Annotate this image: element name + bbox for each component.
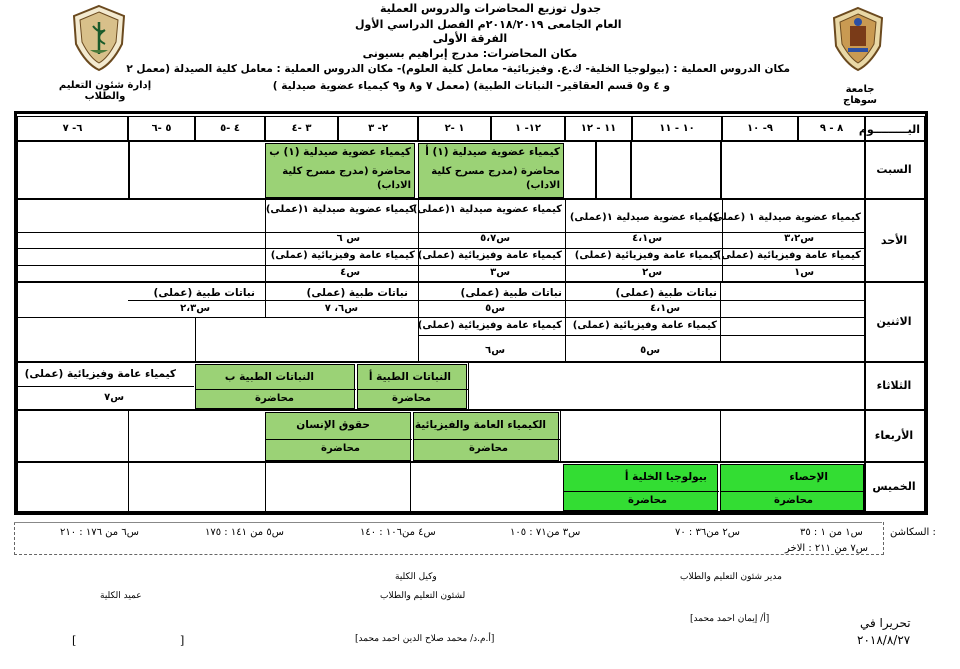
- sun-c1-group2: س١: [794, 267, 814, 278]
- mon-c4-course: نباتات طبية (عملى): [153, 287, 255, 299]
- sun-c4-group: س ٦: [336, 233, 360, 244]
- time-slot-cell: [632, 116, 722, 141]
- title-line-2: العام الجامعى ٢٠١٨/٢٠١٩م الفصل الدراسي الأول: [355, 18, 622, 31]
- day-cell-wed: [865, 410, 925, 462]
- sun-c4-group2: س٤: [340, 267, 360, 278]
- sun-c3-group2: س٣: [490, 267, 510, 278]
- thu-a-subtitle: محاضرة: [774, 495, 813, 506]
- thu-cell-statistics: [720, 464, 864, 511]
- tue-b-title: النباتات الطبية ب: [224, 371, 314, 383]
- mon-c1-course2: كيمياء عامة وفيزيائية (عملى): [572, 320, 717, 331]
- time-slot-cell: [338, 116, 418, 141]
- tue-b-subtitle: محاضرة: [255, 393, 294, 404]
- mon-c3-course: نباتات طبية (عملى): [306, 287, 408, 299]
- sat-b-title: كيمياء عضوية صيدلية (١) ب: [269, 146, 411, 158]
- wed-a-subtitle: محاضرة: [469, 443, 508, 454]
- day-label-mon: الاثنين: [876, 315, 912, 328]
- section-1: س١ من ١ : ٣٥: [800, 527, 863, 538]
- mon-c3-group: س٦، ٧: [324, 303, 358, 314]
- mon-c2-course: نباتات طبية (عملى): [460, 287, 562, 299]
- wed-b-subtitle: محاضرة: [321, 443, 360, 454]
- sat-a-title: كيمياء عضوية صيدلية (١) أ: [425, 146, 560, 158]
- time-slot-label: ٩- ١٠: [747, 123, 773, 134]
- mon-c2-course2: كيمياء عامة وفيزيائية (عملى): [417, 320, 562, 331]
- day-label-sun: الأحد: [880, 234, 908, 247]
- sun-slot-3: [412, 200, 565, 280]
- wed-cell-human-rights: [265, 412, 411, 461]
- time-slot-label: ١٠ - ١١: [659, 123, 695, 134]
- dean-title: عميد الكلية: [100, 591, 142, 601]
- day-label-sat: السبت: [876, 163, 912, 176]
- tue-cell-general-chem-lab: [18, 364, 194, 409]
- sohag-university-logo: [830, 6, 886, 72]
- mon-c1-group: س٤،١: [650, 303, 680, 314]
- tue-a-subtitle: محاضرة: [392, 393, 431, 404]
- sat-cell-organic-chem-a: [418, 143, 564, 198]
- director-name: [أ/ إيمان احمد محمد]: [690, 614, 770, 624]
- sun-c4-course2: كيمياء عامة وفيزيائية (عملى): [270, 250, 415, 261]
- sun-c1-course2: كيمياء عامة وفيزيائية (عملى): [716, 250, 861, 261]
- wed-a-title: الكيمياء العامة والفيزيائية: [414, 419, 546, 431]
- title-line-6: و ٤ و٥ قسم العقاقير- النباتات الطبية) (معمل ٧ و٨ و٩ كيمياء عضوية صيدلية ): [272, 80, 670, 92]
- vice-dean-name: [أ.م.د/ محمد صلاح الدين احمد محمد]: [355, 634, 495, 644]
- sat-divider: [720, 141, 722, 199]
- written-date: ٢٠١٨/٨/٢٧: [857, 633, 911, 647]
- section-4: س٤ من١٠٦ : ١٤٠: [360, 527, 436, 538]
- thu-b-title: بيولوجيا الخلية أ: [624, 471, 707, 483]
- sun-c2-group: س٤،١: [632, 233, 662, 244]
- dean-name-bracket-right: ]: [180, 634, 185, 647]
- tue-a-title: النباتات الطبية أ: [368, 371, 451, 383]
- section-3: س٣ من٧١ : ١٠٥: [510, 527, 581, 538]
- thu-cell-cell-biology-a: [563, 464, 718, 511]
- time-slot-cell: [565, 116, 632, 141]
- sun-c3-group: س٥،٧: [480, 233, 510, 244]
- section-2: س٢ من٣٦ : ٧٠: [675, 527, 740, 538]
- time-slot-label: ٨ - ٩: [819, 123, 844, 134]
- wed-cell-general-chem: [413, 412, 559, 461]
- time-slot-label: ٦- ٧: [62, 123, 83, 134]
- tue-c-group: س٧: [104, 392, 124, 403]
- sat-divider: [595, 141, 597, 199]
- mon-c2-group: س٥: [485, 303, 505, 314]
- section-5: س٥ من ١٤١ : ١٧٥: [205, 527, 284, 538]
- sun-c4-course: كيمياء عضوية صيدلية ١(عملى): [265, 204, 415, 215]
- time-slot-cell: [491, 116, 565, 141]
- sun-c3-course2: كيمياء عامة وفيزيائية (عملى): [417, 250, 562, 261]
- time-slot-label: ٤ -٥: [220, 123, 240, 134]
- faculty-logo: [70, 4, 128, 72]
- thu-a-title: الإحصاء: [789, 471, 828, 483]
- title-line-4: مكان المحاضرات: مدرج إبراهيم بسيونى: [362, 47, 578, 60]
- time-slot-label: ٣ -٤: [291, 123, 312, 134]
- mon-c4-group: س٢،٣: [180, 303, 210, 314]
- time-slot-cell: [128, 116, 195, 141]
- time-slot-cell: [798, 116, 865, 141]
- sat-cell-organic-chem-b: [265, 143, 415, 198]
- time-slot-label: ٢- ٣: [368, 123, 388, 134]
- day-header-label: اليـــــــــوم: [858, 123, 920, 136]
- day-cell-thu: [865, 462, 925, 512]
- tue-c-title: كيمياء عامة وفيزيائية (عملى): [24, 368, 176, 380]
- title-line-1: جدول توزيع المحاضرات والدروس العملية: [380, 2, 602, 15]
- day-cell-tue: [865, 362, 925, 410]
- mon-slot-1: [566, 283, 720, 361]
- sun-c3-course: كيمياء عضوية صيدلية ١(عملى): [412, 204, 562, 215]
- vice-dean-title: وكيل الكلية: [395, 572, 437, 582]
- section-7: س٧ من ٢١١ : الاخر: [785, 543, 868, 554]
- sun-c2-group2: س٢: [642, 267, 662, 278]
- tue-cell-medicinal-plants-b: [195, 364, 355, 409]
- time-slot-cell: [722, 116, 798, 141]
- sun-slot-1: [708, 200, 864, 280]
- sat-divider: [630, 141, 632, 199]
- sun-c1-course: كيمياء عضوية صيدلية ١ (عملى): [708, 212, 861, 223]
- time-slot-label: ١ -٢: [444, 123, 465, 134]
- mon-slot-4: [129, 283, 265, 317]
- day-label-wed: الأربعاء: [874, 429, 914, 442]
- day-label-tue: الثلاثاء: [876, 379, 912, 392]
- sat-a-subtitle: محاضرة (مدرج مسرح كلية الاداب): [431, 166, 560, 191]
- sun-slot-2: [566, 200, 722, 280]
- time-slot-cell: [418, 116, 491, 141]
- day-cell-sun: [865, 199, 925, 282]
- mon-c2-group2: س٦: [485, 345, 505, 356]
- sun-c2-course2: كيمياء عامة وفيزيائية (عملى): [574, 250, 719, 261]
- thu-b-subtitle: محاضرة: [628, 495, 667, 506]
- title-line-3: الفرقة الأولى: [432, 32, 508, 45]
- sat-divider: [128, 141, 130, 199]
- day-cell-sat: [865, 141, 925, 199]
- tue-cell-medicinal-plants-a: [357, 364, 467, 409]
- right-org-name: جامعة سوهاج: [843, 84, 877, 106]
- written-label: تحريرا في: [860, 616, 911, 630]
- dean-name-bracket-left: [: [72, 634, 77, 647]
- mon-slot-2: [419, 283, 565, 361]
- time-slot-label: ١١ - ١٢: [580, 123, 617, 134]
- sections-box: [14, 522, 884, 555]
- vice-dean-subtitle: لشئون التعليم والطلاب: [380, 591, 466, 601]
- time-slot-cell: [195, 116, 265, 141]
- director-title: مدير شئون التعليم والطلاب: [680, 572, 782, 582]
- sun-c2-course: كيمياء عضوية صيدلية ١(عملى): [569, 212, 719, 223]
- time-slot-cell: [265, 116, 338, 141]
- time-slot-label: ١٢- ١: [515, 123, 541, 134]
- sat-b-subtitle: محاضرة (مدرج مسرح كلية الاداب): [282, 166, 411, 191]
- day-cell-mon: [865, 282, 925, 362]
- time-slot-cell: [17, 116, 128, 141]
- mon-c1-course: نباتات طبية (عملى): [615, 287, 717, 299]
- sections-label: السكاشن :: [890, 527, 936, 538]
- day-label-thu: الخميس: [872, 480, 916, 493]
- title-line-5: مكان الدروس العملية : (بيولوجيا الخلية- ك.ع. وفيزيائية- معامل كلية العلوم)- مكان الدروس العملية : معامل كلية الصيدلة (معمل ٢: [126, 63, 790, 75]
- mon-slot-3: [266, 283, 418, 317]
- sun-slot-4: [266, 200, 418, 280]
- section-6: س٦ من ١٧٦ : ٢١٠: [60, 527, 139, 538]
- day-header-cell: [858, 116, 925, 141]
- left-org-name: إدارة شئون التعليم والطلاب: [58, 80, 152, 102]
- wed-b-title: حقوق الإنسان: [296, 419, 370, 431]
- time-slot-label: ٥ -٦: [151, 123, 172, 134]
- mon-c1-group2: س٥: [640, 345, 660, 356]
- sun-c1-group: س٣،٢: [784, 233, 814, 244]
